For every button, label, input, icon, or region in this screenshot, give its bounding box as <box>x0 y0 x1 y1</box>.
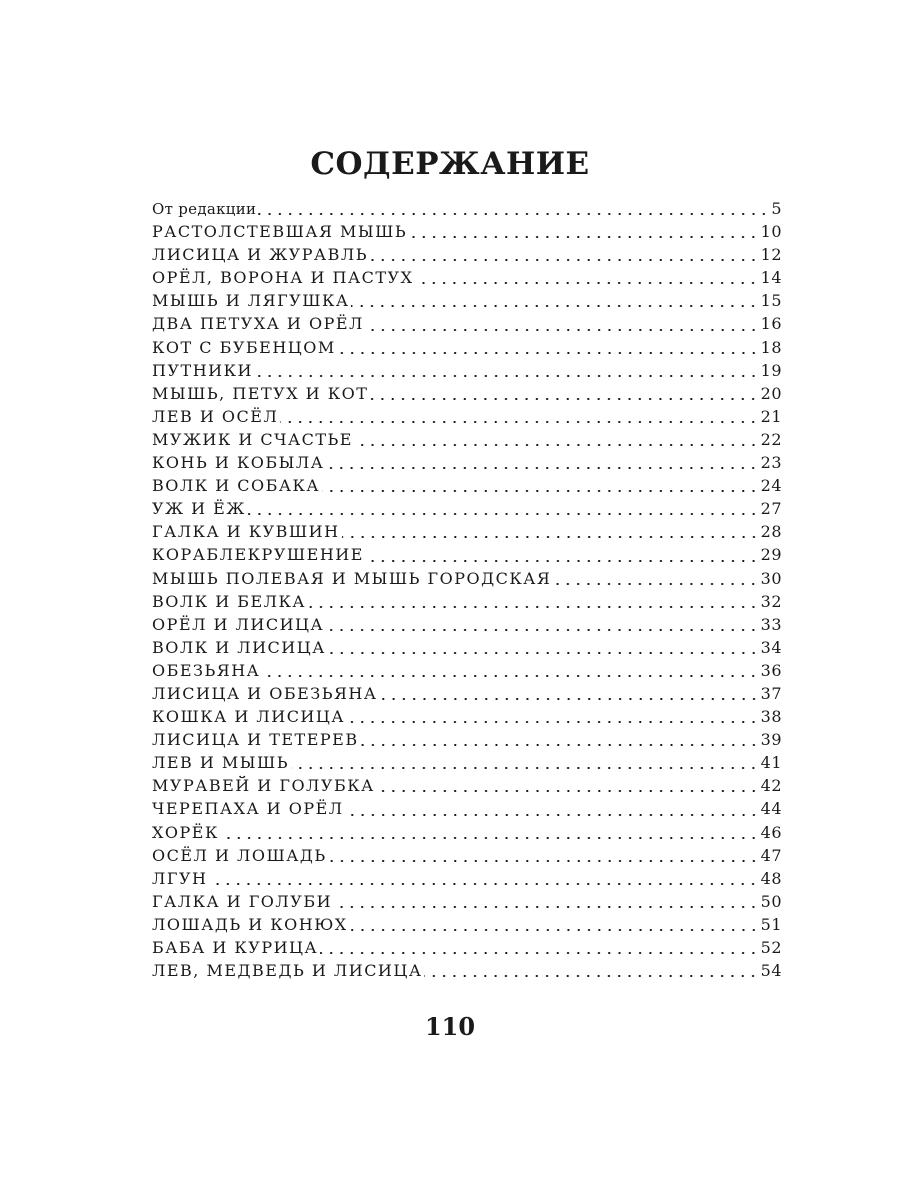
dot-leader <box>255 359 759 382</box>
dot-leader <box>291 751 759 774</box>
toc-entry-page: 54 <box>760 961 782 981</box>
toc-entry-page: 36 <box>760 660 782 680</box>
toc-entry <box>152 705 782 728</box>
toc-entry <box>152 844 782 867</box>
toc-entry <box>152 474 782 497</box>
toc-entry-page: 48 <box>760 868 782 888</box>
toc-entry-page: 15 <box>760 291 782 311</box>
table-of-contents <box>152 197 782 982</box>
toc-entry-page: 51 <box>760 914 782 934</box>
dot-leader <box>334 890 759 913</box>
toc-entry-page: 32 <box>760 591 782 611</box>
toc-entry <box>152 797 782 820</box>
toc-entry-title: МУРАВЕЙ И ГОЛУБКА <box>152 776 375 796</box>
toc-entry <box>152 821 782 844</box>
toc-entry-title: ОСЁЛ И ЛОШАДЬ <box>152 845 327 865</box>
dot-leader <box>328 636 759 659</box>
toc-entry <box>152 936 782 959</box>
toc-entry-title: МЫШЬ ПОЛЕВАЯ И МЫШЬ ГОРОДСКАЯ <box>152 568 552 588</box>
toc-entry-title: ГАЛКА И ГОЛУБИ <box>152 891 333 911</box>
toc-entry-title: ЛЕВ И МЫШЬ <box>152 753 290 773</box>
dot-leader <box>221 821 759 844</box>
dot-leader <box>320 936 759 959</box>
toc-entry-title: ЛОШАДЬ И КОНЮХ <box>152 914 348 934</box>
page-number: 110 <box>424 1012 476 1041</box>
toc-entry-title: ВОЛК И БЕЛКА <box>152 591 307 611</box>
dot-leader <box>370 243 759 266</box>
toc-entry-page: 14 <box>760 268 782 288</box>
toc-entry <box>152 659 782 682</box>
toc-entry <box>152 428 782 451</box>
dot-leader <box>350 913 759 936</box>
toc-entry-page: 33 <box>760 614 782 634</box>
toc-entry <box>152 543 782 566</box>
toc-entry-title: ОРЁЛ И ЛИСИЦА <box>152 614 325 634</box>
dot-leader <box>415 266 758 289</box>
toc-entry-title: От редакции <box>152 200 257 218</box>
toc-entry-title: МУЖИК И СЧАСТЬЕ <box>152 429 353 449</box>
toc-entry <box>152 913 782 936</box>
toc-entry-page: 38 <box>760 707 782 727</box>
toc-entry <box>152 497 782 520</box>
dot-leader <box>280 405 758 428</box>
dot-leader <box>326 613 759 636</box>
toc-entry-page: 24 <box>760 476 782 496</box>
dot-leader <box>366 543 759 566</box>
dot-leader <box>258 197 769 220</box>
dot-leader <box>424 959 758 982</box>
toc-entry <box>152 312 782 335</box>
toc-entry <box>152 266 782 289</box>
toc-entry-title: ЛИСИЦА И ОБЕЗЬЯНА <box>152 683 378 703</box>
toc-entry-title: КОНЬ И КОБЫЛА <box>152 453 325 473</box>
dot-leader <box>370 382 758 405</box>
dot-leader <box>347 705 759 728</box>
toc-entry <box>152 751 782 774</box>
dot-leader <box>346 797 759 820</box>
toc-heading: СОДЕРЖАНИЕ <box>310 146 590 182</box>
toc-entry-page: 12 <box>760 245 782 265</box>
dot-leader <box>355 428 759 451</box>
toc-entry <box>152 613 782 636</box>
toc-entry-title: ОБЕЗЬЯНА <box>152 660 261 680</box>
toc-entry-page: 20 <box>760 383 782 403</box>
dot-leader <box>342 520 759 543</box>
toc-entry-title: ГАЛКА И КУВШИН <box>152 522 340 542</box>
toc-entry-page: 41 <box>760 753 782 773</box>
dot-leader <box>308 590 759 613</box>
dot-leader <box>326 451 758 474</box>
toc-entry-title: ХОРЁК <box>152 822 219 842</box>
toc-entry <box>152 959 782 982</box>
toc-entry <box>152 197 782 220</box>
toc-entry <box>152 567 782 590</box>
toc-entry-title: УЖ И ЁЖ <box>152 499 246 519</box>
toc-entry-title: ВОЛК И ЛИСИЦА <box>152 637 326 657</box>
toc-entry <box>152 336 782 359</box>
toc-entry-page: 18 <box>760 337 782 357</box>
toc-entry-page: 50 <box>760 891 782 911</box>
toc-entry <box>152 243 782 266</box>
dot-leader <box>322 474 759 497</box>
toc-entry-page: 16 <box>760 314 782 334</box>
toc-entry-page: 47 <box>760 845 782 865</box>
toc-entry <box>152 359 782 382</box>
toc-entry <box>152 728 782 751</box>
dot-leader <box>361 728 759 751</box>
toc-entry-page: 46 <box>760 822 782 842</box>
toc-entry-title: ДВА ПЕТУХА И ОРЁЛ <box>152 314 364 334</box>
toc-entry-page: 28 <box>760 522 782 542</box>
dot-leader <box>553 567 758 590</box>
toc-entry-page: 42 <box>760 776 782 796</box>
toc-entry-title: МЫШЬ, ПЕТУХ И КОТ <box>152 383 369 403</box>
toc-entry <box>152 590 782 613</box>
toc-entry-title: БАБА И КУРИЦА <box>152 938 319 957</box>
dot-leader <box>380 682 759 705</box>
toc-entry-title: МЫШЬ И ЛЯГУШКА <box>152 291 350 311</box>
toc-entry-page: 21 <box>760 406 782 426</box>
toc-entry <box>152 405 782 428</box>
toc-entry <box>152 451 782 474</box>
dot-leader <box>338 336 759 359</box>
dot-leader <box>248 497 759 520</box>
toc-entry-page: 5 <box>771 199 782 218</box>
toc-entry-page: 34 <box>760 637 782 657</box>
dot-leader <box>366 312 759 335</box>
toc-entry-page: 30 <box>760 568 782 588</box>
toc-entry-page: 29 <box>760 545 782 565</box>
toc-entry-title: ЛЕВ, МЕДВЕДЬ И ЛИСИЦА <box>152 961 423 981</box>
toc-entry-title: РАСТОЛСТЕВШАЯ МЫШЬ <box>152 222 408 242</box>
toc-entry <box>152 682 782 705</box>
toc-entry-title: ПУТНИКИ <box>152 360 253 380</box>
toc-entry <box>152 867 782 890</box>
toc-entry-page: 39 <box>760 730 782 750</box>
dot-leader <box>377 774 759 797</box>
toc-entry-title: ЧЕРЕПАХА И ОРЁЛ <box>152 799 344 819</box>
toc-entry-title: ОРЁЛ, ВОРОНА И ПАСТУХ <box>152 268 414 288</box>
toc-entry-title: ЛИСИЦА И ТЕТЕРЕВ <box>152 730 359 750</box>
toc-entry-title: ЛГУН <box>152 868 208 888</box>
toc-entry-page: 22 <box>760 429 782 449</box>
toc-entry <box>152 774 782 797</box>
toc-entry-title: КОТ С БУБЕНЦОМ <box>152 337 336 357</box>
toc-entry <box>152 289 782 312</box>
toc-entry <box>152 220 782 243</box>
dot-leader <box>329 844 759 867</box>
toc-entry-page: 44 <box>760 799 782 819</box>
toc-entry <box>152 636 782 659</box>
toc-entry-title: ВОЛК И СОБАКА <box>152 476 320 496</box>
dot-leader <box>409 220 758 243</box>
toc-entry-title: ЛЕВ И ОСЁЛ <box>152 406 279 426</box>
toc-entry <box>152 890 782 913</box>
toc-entry-title: ЛИСИЦА И ЖУРАВЛЬ <box>152 245 369 265</box>
dot-leader <box>351 289 758 312</box>
toc-entry <box>152 382 782 405</box>
dot-leader <box>262 659 758 682</box>
toc-entry-page: 52 <box>760 938 782 957</box>
toc-entry-page: 37 <box>760 683 782 703</box>
toc-entry-title: КОРАБЛЕКРУШЕНИЕ <box>152 545 364 565</box>
toc-entry <box>152 520 782 543</box>
dot-leader <box>209 867 758 890</box>
toc-entry-page: 27 <box>760 499 782 519</box>
toc-entry-page: 10 <box>760 222 782 242</box>
toc-entry-page: 19 <box>760 360 782 380</box>
toc-entry-title: КОШКА И ЛИСИЦА <box>152 707 345 727</box>
toc-entry-page: 23 <box>760 453 782 473</box>
